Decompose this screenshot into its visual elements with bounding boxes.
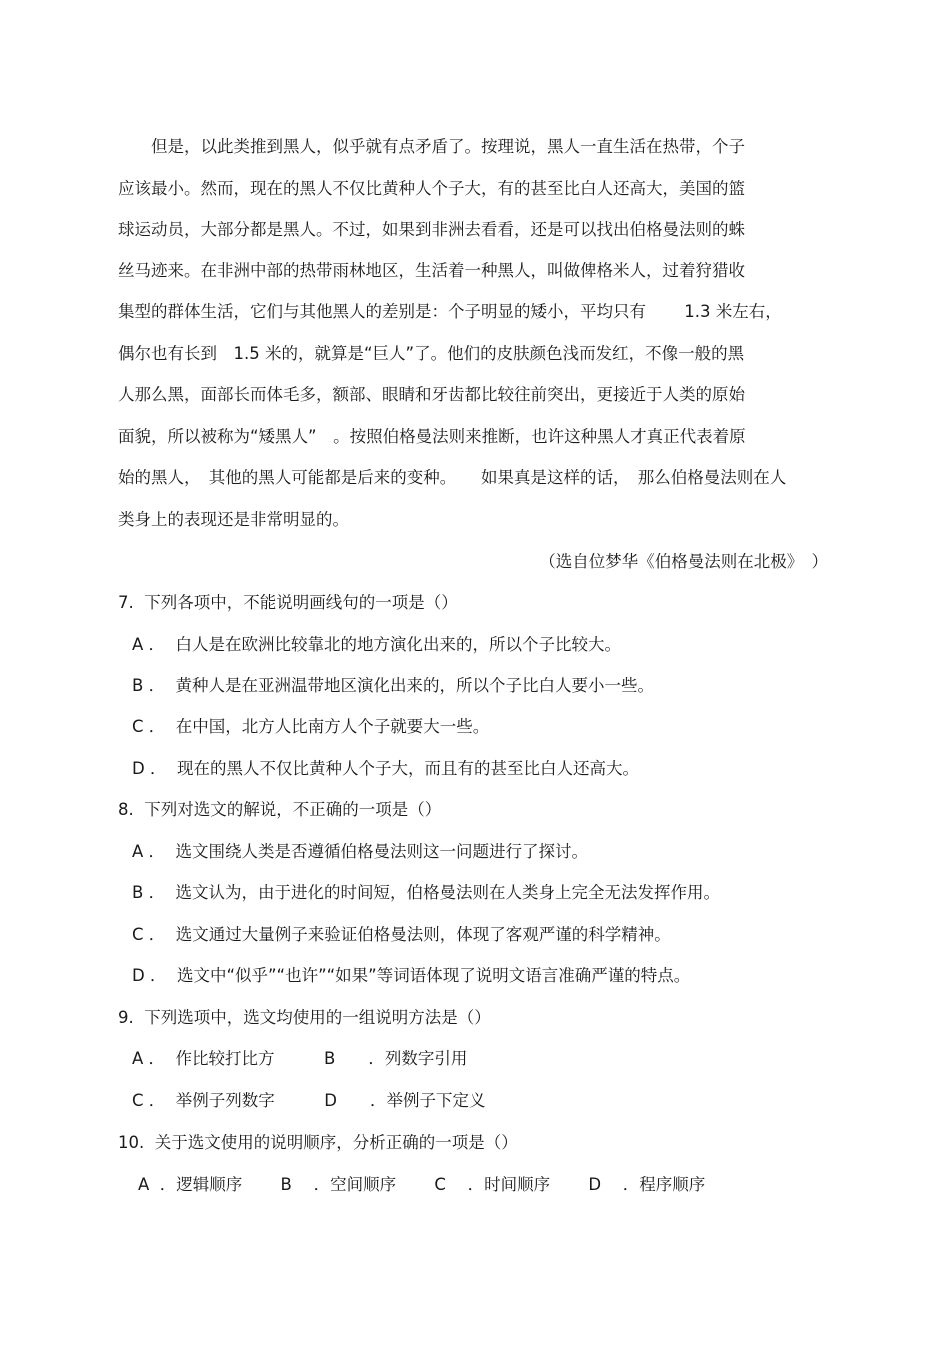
question-stem: 9. 下列选项中，选文均使用的一组说明方法是（） <box>118 1008 491 1027</box>
option-row-abcd: A ．逻辑顺序 B ．空间顺序 C ．时间顺序 D ．程序顺序 <box>138 1175 706 1194</box>
option-row-cd: C ． 举例子列数字 D ．举例子下定义 <box>132 1091 486 1110</box>
option-row-ab: A ． 作比较打比方 B ．列数字引用 <box>132 1049 468 1068</box>
question-stem: 8. 下列对选文的解说，不正确的一项是（） <box>118 800 442 819</box>
passage-line: 面貌，所以被称为“矮黑人” 。按照伯格曼法则来推断，也许这种黑人才真正代表着原 <box>118 427 746 446</box>
passage-line: 应该最小。然而，现在的黑人不仅比黄种人个子大，有的甚至比白人还高大，美国的篮 <box>118 179 745 198</box>
passage-line: 偶尔也有长到 1.5 米的，就算是“巨人”了。他们的皮肤颜色浅而发红，不像一般的黑 <box>118 344 745 363</box>
option-d: D ． 现在的黑人不仅比黄种人个子大，而且有的甚至比白人还高大。 <box>132 759 639 778</box>
option-c: C ． 选文通过大量例子来验证伯格曼法则，体现了客观严谨的科学精神。 <box>132 925 671 944</box>
passage-line: 集型的群体生活，它们与其他黑人的差别是：个子明显的矮小，平均只有 1.3 米左右， <box>118 302 782 321</box>
passage-line: 丝马迹来。在非洲中部的热带雨林地区，生活着一种黑人，叫做俾格米人，过着狩猎收 <box>118 261 745 280</box>
option-c: C ． 在中国，北方人比南方人个子就要大一些。 <box>132 717 490 736</box>
passage-source: （选自位梦华《伯格曼法则在北极》 ） <box>539 552 828 571</box>
passage-line: 类身上的表现还是非常明显的。 <box>118 510 349 529</box>
option-b: B ． 选文认为，由于进化的时间短，伯格曼法则在人类身上完全无法发挥作用。 <box>132 883 721 902</box>
option-a: A ． 白人是在欧洲比较靠北的地方演化出来的，所以个子比较大。 <box>132 635 622 654</box>
passage-line: 始的黑人， 其他的黑人可能都是后来的变种。 如果真是这样的话， 那么伯格曼法则在人 <box>118 468 787 487</box>
option-d: D ． 选文中“似乎”“也许”“如果”等词语体现了说明文语言准确严谨的特点。 <box>132 966 691 985</box>
passage-line: 球运动员，大部分都是黑人。不过，如果到非洲去看看，还是可以找出伯格曼法则的蛛 <box>118 220 745 239</box>
option-a: A ． 选文围绕人类是否遵循伯格曼法则这一问题进行了探讨。 <box>132 842 589 861</box>
question-stem: 10. 关于选文使用的说明顺序，分析正确的一项是（） <box>118 1133 518 1152</box>
question-stem: 7. 下列各项中，不能说明画线句的一项是（） <box>118 593 458 612</box>
passage-line: 人那么黑，面部长而体毛多，额部、眼睛和牙齿都比较往前突出，更接近于人类的原始 <box>118 385 745 404</box>
passage-line: 但是，以此类推到黑人，似乎就有点矛盾了。按理说，黑人一直生活在热带，个子 <box>118 137 745 156</box>
option-b: B ． 黄种人是在亚洲温带地区演化出来的，所以个子比白人要小一些。 <box>132 676 655 695</box>
